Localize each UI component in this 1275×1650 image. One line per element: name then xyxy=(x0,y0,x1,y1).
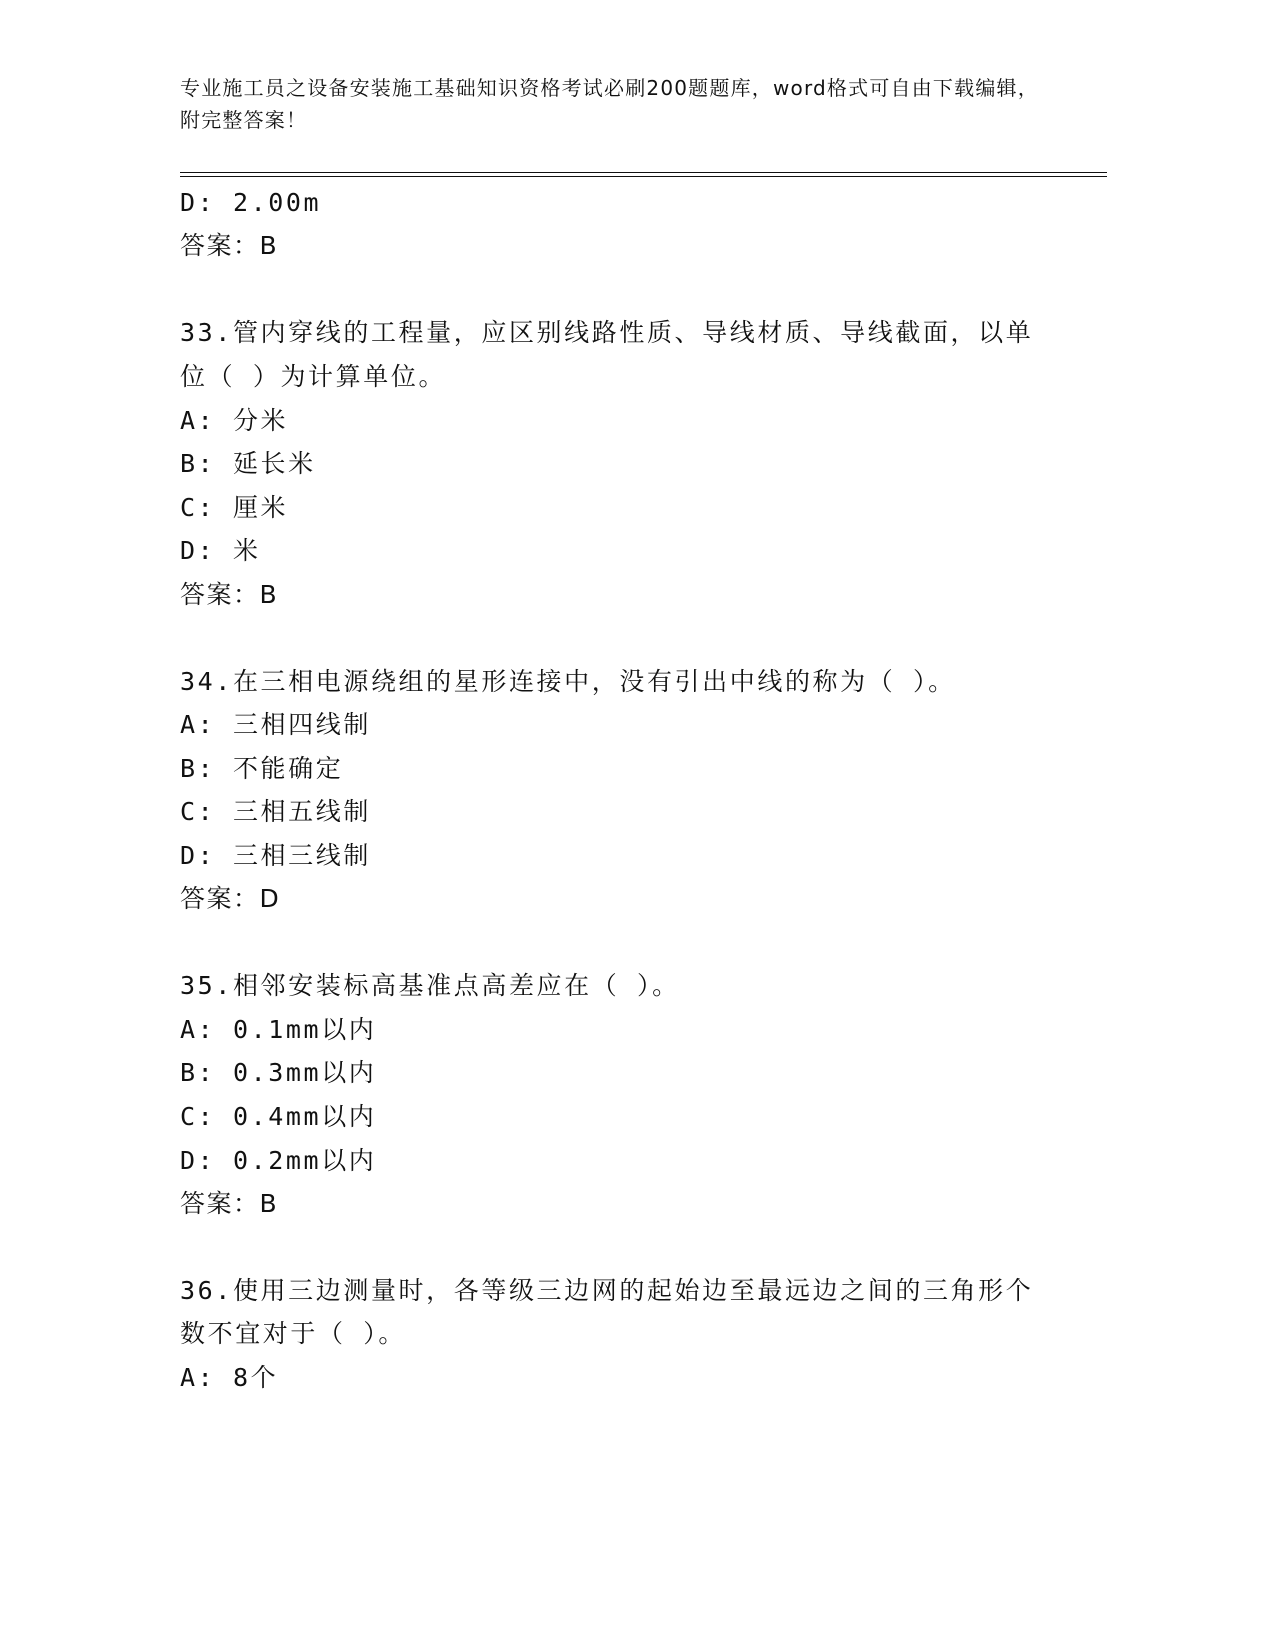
header-rule-top xyxy=(180,172,1107,173)
q34-answer: 答案：D xyxy=(180,884,281,913)
prev-answer: 答案：B xyxy=(180,231,279,260)
q36-text-line-2: 数不宜对于（ ）。 xyxy=(180,1319,406,1348)
q35-answer: 答案：B xyxy=(180,1189,279,1218)
q35-text-line-1: 35.相邻安装标高基准点高差应在（ ）。 xyxy=(180,971,680,1000)
q35-option-d: D: 0.2mm以内 xyxy=(180,1146,377,1175)
q36-option-a: A: 8个 xyxy=(180,1363,279,1392)
document-header-title: 专业施工员之设备安装施工基础知识资格考试必刷200题题库，word格式可自由下载编辑，附完整答案！ xyxy=(180,76,1039,132)
q33-option-c: C: 厘米 xyxy=(180,493,289,522)
q33-option-d: D: 米 xyxy=(180,536,261,565)
q34-text-line-1: 34.在三相电源绕组的星形连接中，没有引出中线的称为（ ）。 xyxy=(180,667,956,696)
q34-option-b: B: 不能确定 xyxy=(180,754,344,783)
q36-text-line-1: 36.使用三边测量时，各等级三边网的起始边至最远边之间的三角形个 xyxy=(180,1276,1034,1305)
q34-option-c: C: 三相五线制 xyxy=(180,797,371,826)
header-rule-bottom xyxy=(180,176,1107,177)
q33-answer: 答案：B xyxy=(180,580,279,609)
q33-option-a: A: 分米 xyxy=(180,406,289,435)
q33-option-b: B: 延长米 xyxy=(180,449,316,478)
prev-option-d: D: 2.00m xyxy=(180,188,322,217)
q35-option-c: C: 0.4mm以内 xyxy=(180,1102,377,1131)
q34-option-d: D: 三相三线制 xyxy=(180,841,371,870)
q34-option-a: A: 三相四线制 xyxy=(180,710,371,739)
q33-text-line-2: 位（ ）为计算单位。 xyxy=(180,362,447,391)
q35-option-a: A: 0.1mm以内 xyxy=(180,1015,377,1044)
q33-text-line-1: 33.管内穿线的工程量，应区别线路性质、导线材质、导线截面，以单 xyxy=(180,318,1034,347)
q35-option-b: B: 0.3mm以内 xyxy=(180,1058,377,1087)
